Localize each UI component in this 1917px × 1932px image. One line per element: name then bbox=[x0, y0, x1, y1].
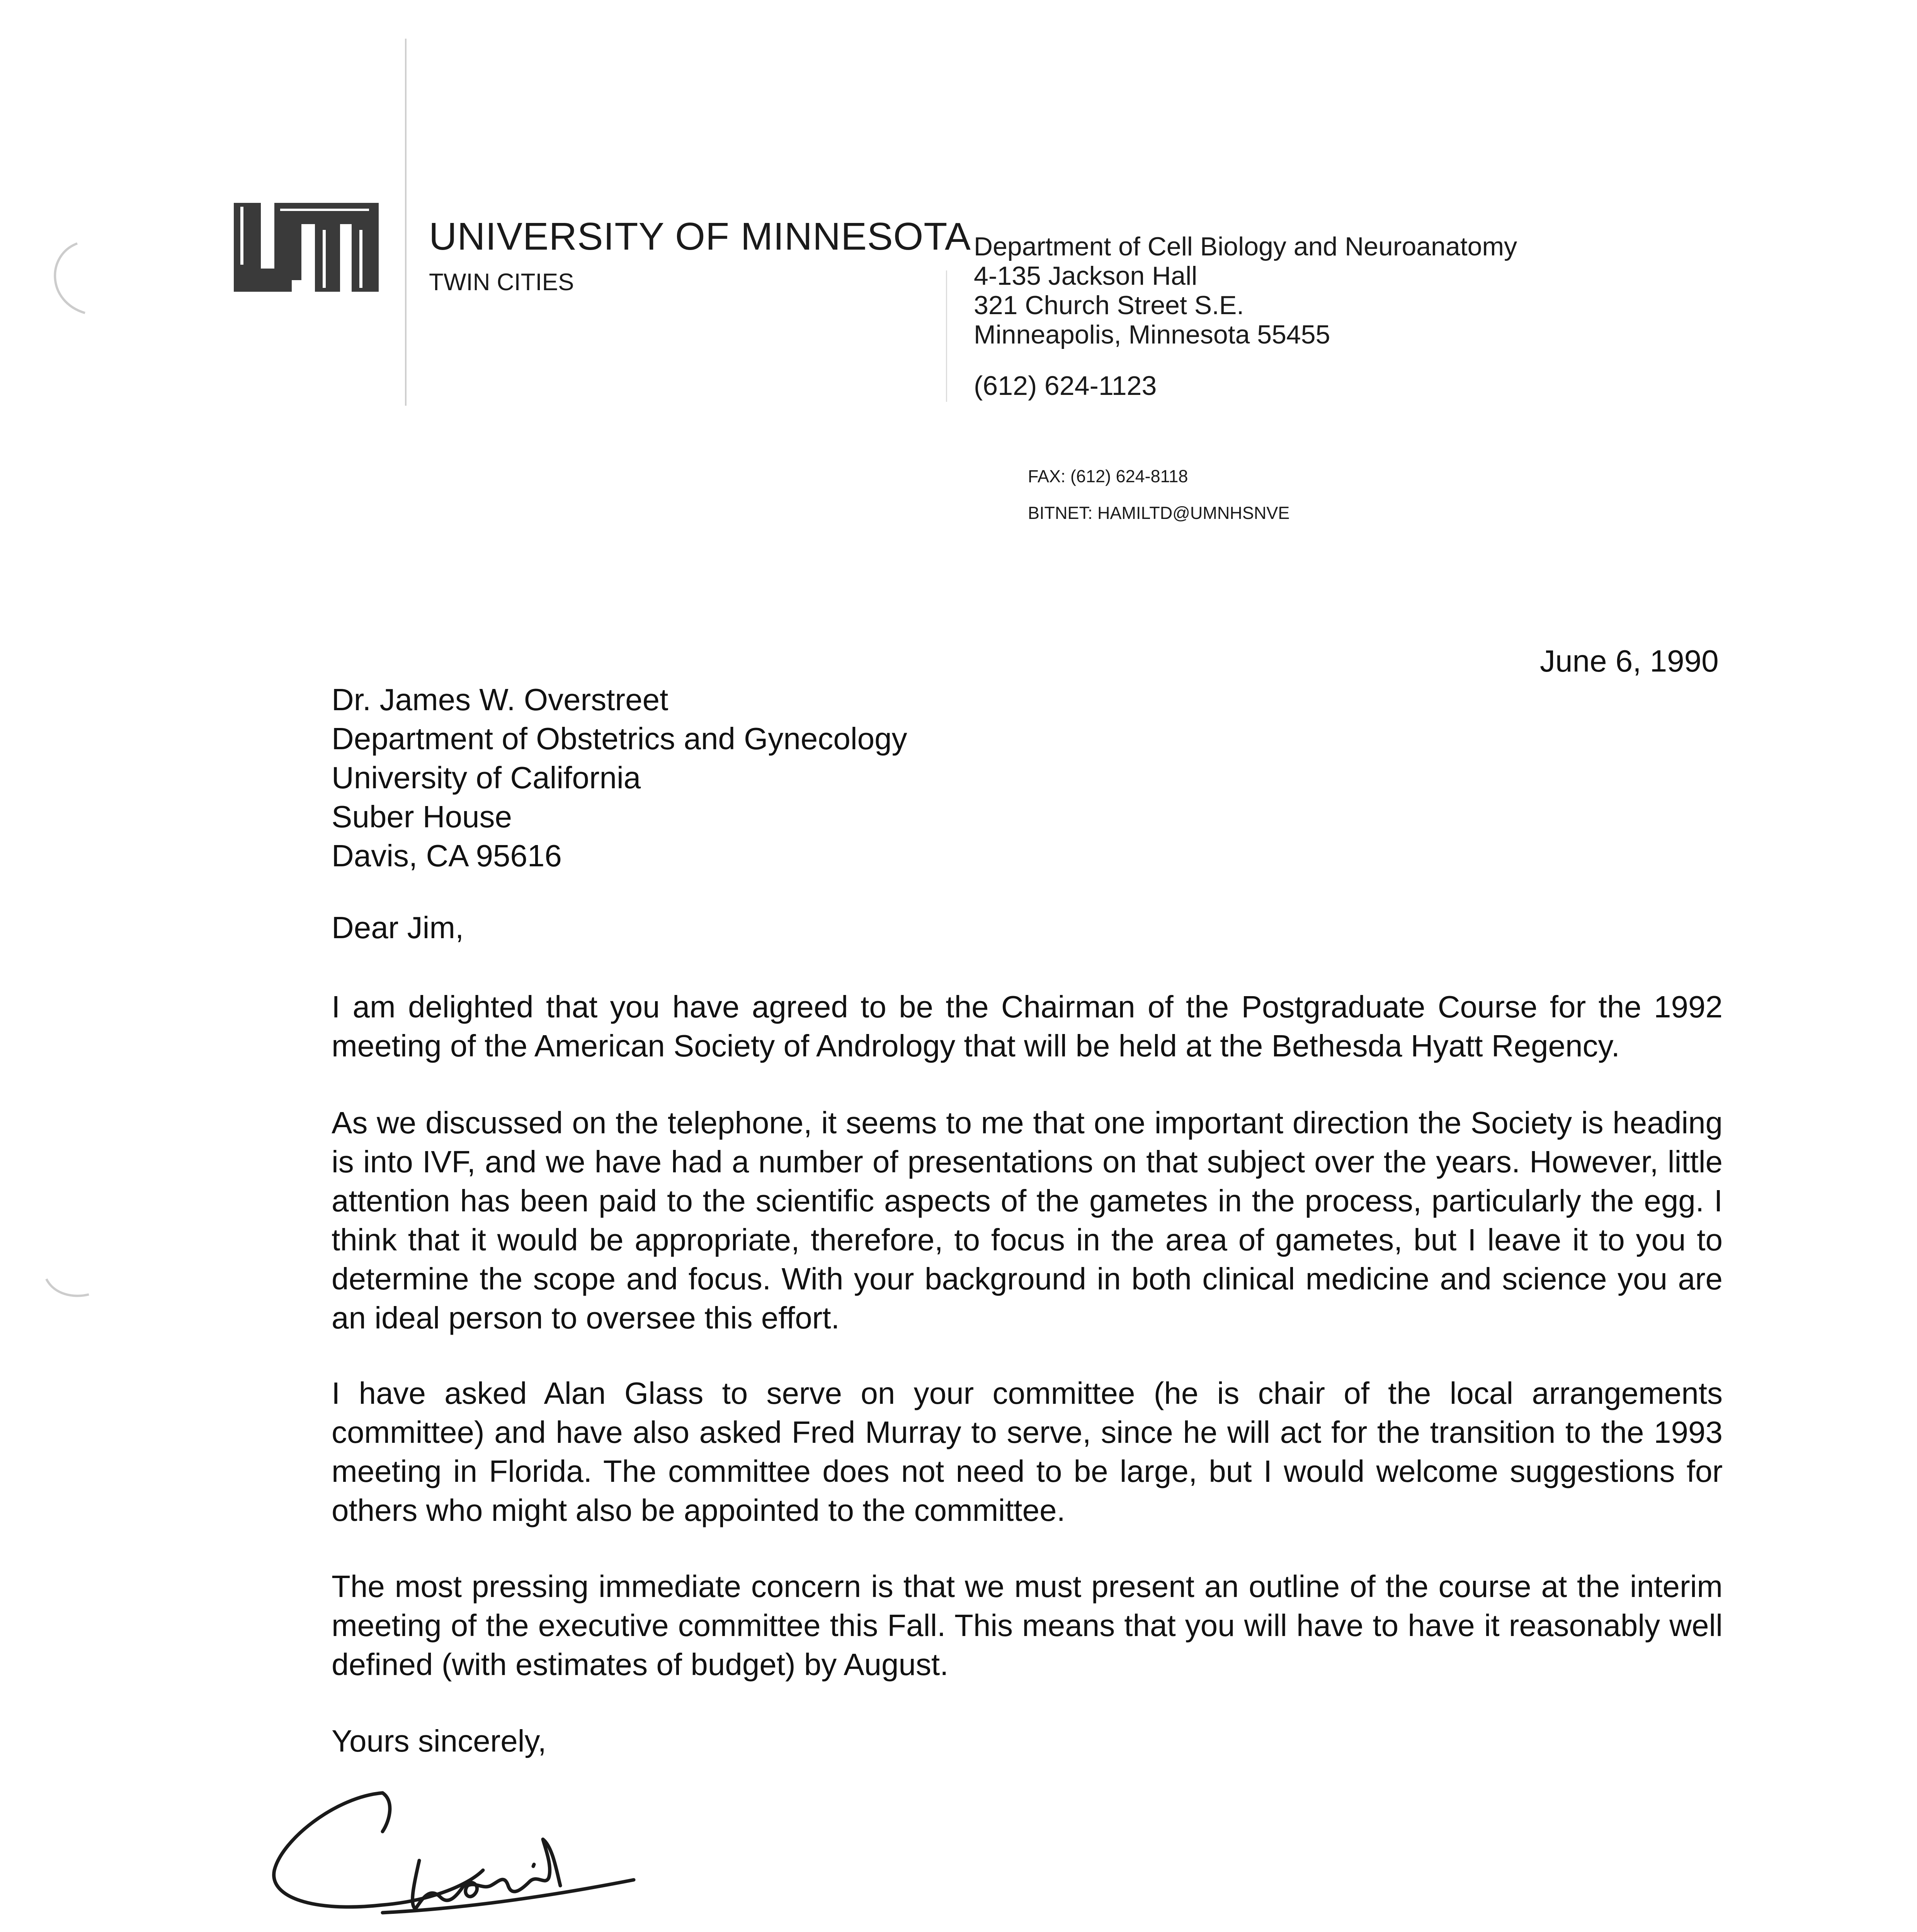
department-address bbox=[974, 232, 1517, 349]
contact-block bbox=[1028, 458, 1289, 531]
address-line: 4-135 Jackson Hall bbox=[974, 261, 1197, 291]
recipient-address bbox=[332, 680, 907, 875]
recipient-line: Davis, CA 95616 bbox=[332, 838, 562, 873]
address-line: 321 Church Street S.E. bbox=[974, 291, 1244, 320]
fax-number: FAX: (612) 624-8118 bbox=[1028, 466, 1188, 486]
paragraph-text: As we discussed on the telephone, it seems to me that one important direction the Society is heading is into IVF, and we have had a number of presentations on that subject over the years. However, little attention has been paid to the scientific aspects of the gametes in the process, particularly the egg. I think that it would be appropriate, therefore, to focus in the area of gametes, but I leave it to you to determine the scope and focus. With your background in both clinical medicine and science you are an ideal person to oversee this effort. bbox=[332, 1105, 1723, 1335]
letterhead-divider-secondary bbox=[946, 270, 947, 402]
recipient-line: Suber House bbox=[332, 799, 512, 834]
recipient-line: Department of Obstetrics and Gynecology bbox=[332, 721, 907, 756]
university-logo bbox=[232, 195, 383, 299]
address-line: Minneapolis, Minnesota 55455 bbox=[974, 320, 1330, 349]
punch-hole-mark bbox=[31, 240, 97, 321]
letter-date: June 6, 1990 bbox=[1540, 644, 1719, 678]
recipient-name: Dr. James W. Overstreet bbox=[332, 682, 668, 717]
campus-name: TWIN CITIES bbox=[429, 269, 574, 296]
bitnet-address: BITNET: HAMILTD@UMNHSNVE bbox=[1028, 503, 1290, 523]
letterhead-divider bbox=[405, 39, 407, 406]
recipient-line: University of California bbox=[332, 760, 641, 795]
letter-paragraph bbox=[332, 1103, 1723, 1337]
university-name: UNIVERSITY OF MINNESOTA bbox=[429, 215, 971, 258]
punch-hole-mark bbox=[31, 1236, 97, 1318]
letter-paragraph bbox=[332, 1374, 1723, 1530]
phone-number: (612) 624-1123 bbox=[974, 371, 1157, 401]
handwritten-signature bbox=[267, 1770, 645, 1932]
paragraph-text: I am delighted that you have agreed to be the Chairman of the Postgraduate Course for the 1992 meeting of the American Society of Andrology that will be held at the Bethesda Hyatt Regency. bbox=[332, 990, 1723, 1063]
letter-paragraph bbox=[332, 1567, 1723, 1684]
department-name: Department of Cell Biology and Neuroanatomy bbox=[974, 232, 1517, 261]
paragraph-text: The most pressing immediate concern is that we must present an outline of the course at the interim meeting of the executive committee this Fall. This means that you will have to have it reasonably well defined (with estimates of budget) by August. bbox=[332, 1569, 1723, 1682]
letter-paragraph bbox=[332, 987, 1723, 1065]
closing: Yours sincerely, bbox=[332, 1724, 546, 1758]
salutation: Dear Jim, bbox=[332, 910, 464, 945]
paragraph-text: I have asked Alan Glass to serve on your committee (he is chair of the local arrangements committee) and have also asked Fred Murray to serve, since he will act for the transition to the 1993 meeting in Florida. The committee does not need to be large, but I would welcome suggestions for others who might also be appointed to the committee. bbox=[332, 1376, 1723, 1527]
